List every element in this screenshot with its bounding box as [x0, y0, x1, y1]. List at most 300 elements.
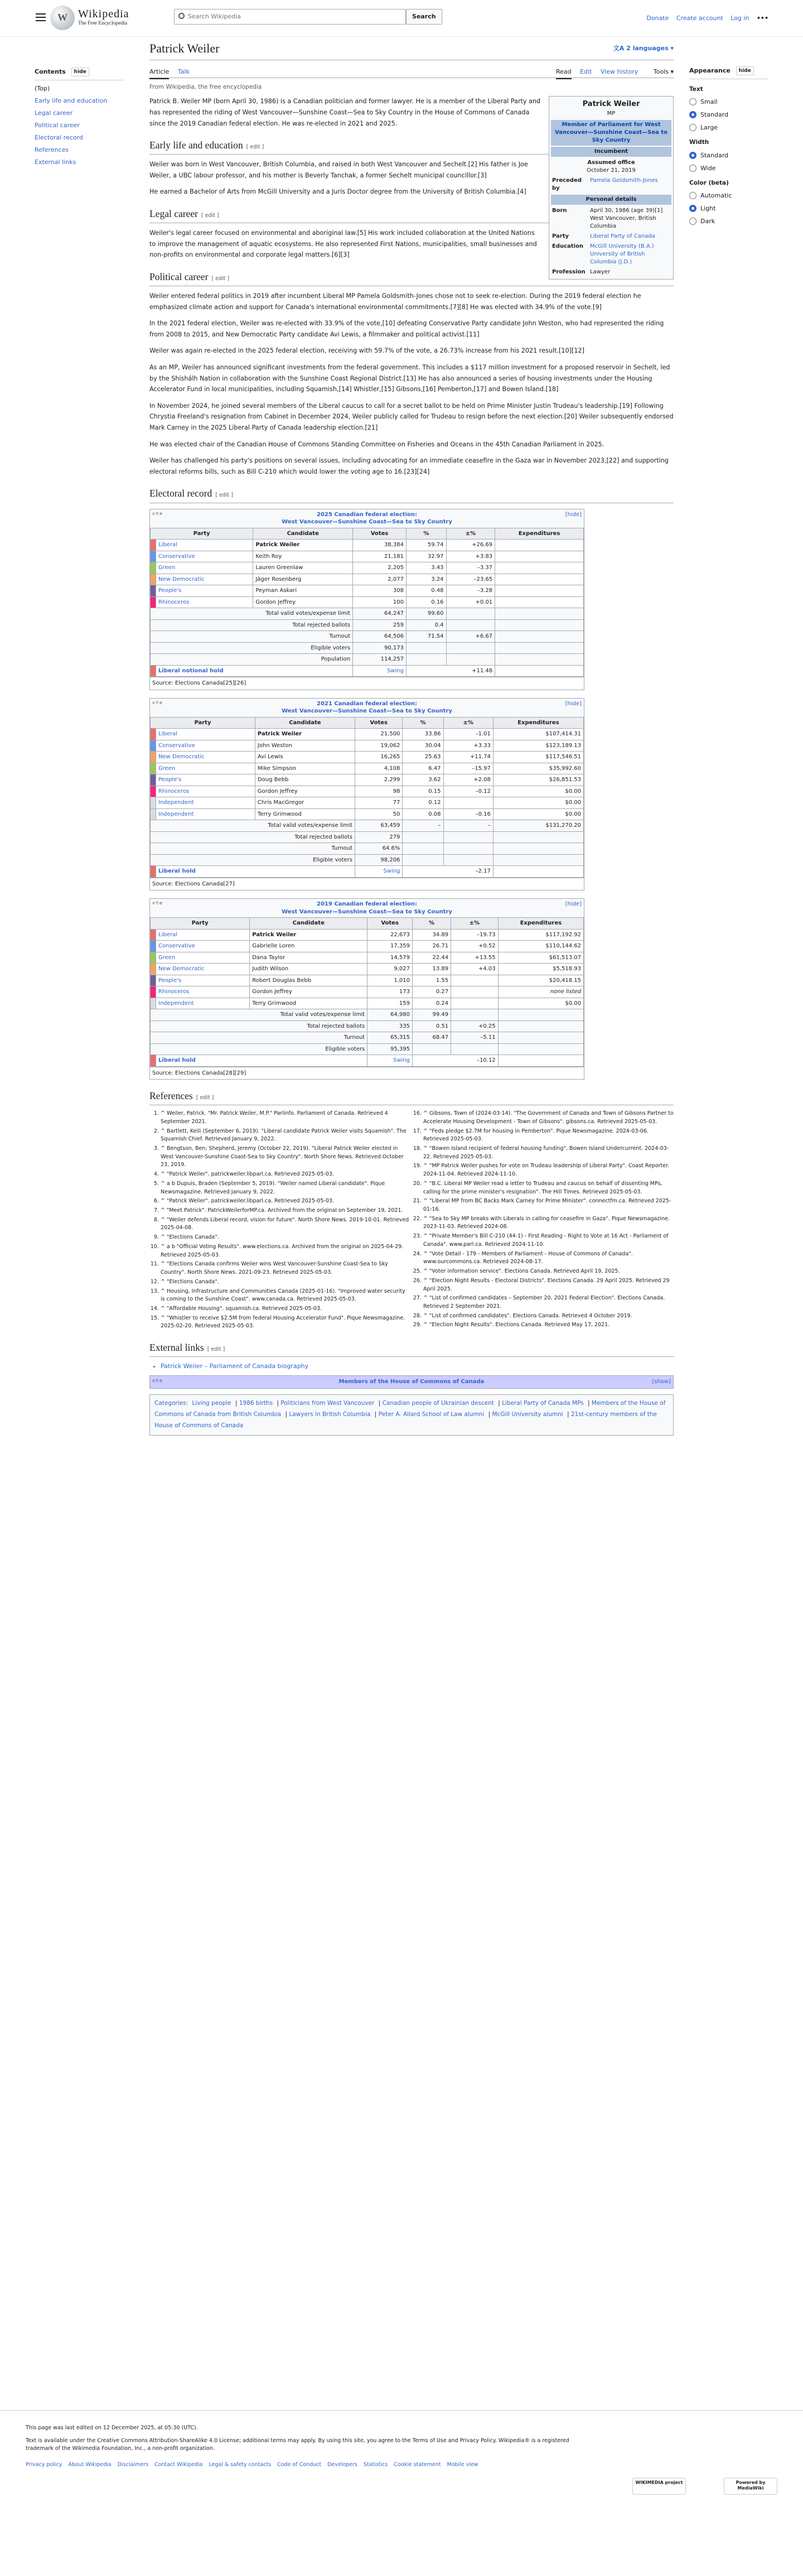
categories-label[interactable]: Categories: [154, 1399, 188, 1407]
party-color-swatch [151, 763, 156, 774]
votes-cell: 1,010 [367, 975, 413, 986]
edit-section-link[interactable]: [ edit ] [211, 275, 230, 282]
paragraph: Weiler was born in West Vancouver, British Columbia, and raised in both West Vancouver and Sechelt.[2] His father is Joe Weiler, a UBC labour professor, and his mother is Beverly Tanchak, a former Sechelt municipal councillor.[3] [149, 161, 528, 179]
radio-standard[interactable]: Standard [689, 151, 768, 160]
totals-value [498, 1009, 583, 1021]
login-link[interactable]: Log in [731, 15, 749, 22]
infobox-born: Born April 30, 1986 (age 39)[1] West Vancouver, British Columbia [552, 207, 663, 229]
toc-item[interactable]: Electoral record [35, 134, 83, 142]
footer-link[interactable]: Legal & safety contacts [209, 2462, 272, 2468]
navbox-show-button[interactable]: [show] [652, 1379, 671, 1385]
category-link[interactable]: McGill University alumni [492, 1410, 563, 1418]
radio-button-icon [689, 192, 696, 199]
totals-value: 64,980 [367, 1009, 413, 1021]
category-link[interactable]: Lawyers in British Columbia [289, 1410, 371, 1418]
section-legal-career: Legal career [ edit ] [149, 206, 674, 223]
party-color-swatch [151, 574, 156, 585]
election-title[interactable]: 2021 Canadian federal election: [317, 700, 417, 707]
candidate-cell[interactable]: Judith Wilson [250, 964, 367, 975]
expenditure-cell: $5,518.93 [498, 964, 583, 975]
top-bar [0, 0, 803, 37]
table-header-row [151, 717, 584, 729]
reference-item: 24. ^ "Vote Detail - 179 - Members of Parliament - House of Commons of Canada". www.ourcommons.ca. Retrieved 2024-08-17. [423, 1250, 674, 1267]
party-cell[interactable]: Conservative [156, 551, 253, 562]
radio-light[interactable]: Light [689, 204, 768, 213]
candidate-cell[interactable]: Dana Taylor [250, 952, 367, 964]
party-cell[interactable]: Green [156, 562, 253, 574]
swing-value: +11.48 [406, 665, 495, 677]
navbox-title[interactable]: Members of the House of Commons of Canada [338, 1379, 485, 1385]
party-color-swatch [151, 797, 156, 809]
totals-value [446, 608, 495, 620]
totals-row [151, 1020, 584, 1032]
totals-value [446, 619, 495, 631]
expenditure-cell [495, 585, 584, 597]
category-link[interactable]: Living people [192, 1399, 231, 1407]
language-button[interactable]: 文A 2 languages ▾ [613, 45, 674, 52]
toc-item[interactable]: Legal career [35, 109, 73, 117]
reference-item: 27. ^ "List of confirmed candidates – September 20, 2021 Federal Election". Elections Canada. Retrieved 2 September 2021. [423, 1294, 674, 1311]
election-source: Source: Elections Canada[28][29] [150, 1067, 584, 1080]
totals-value: 63,459 [355, 820, 403, 832]
candidate-cell[interactable]: John Weston [255, 740, 355, 752]
vte-links[interactable]: v·t·e [152, 700, 162, 705]
category-link[interactable]: 1986 births [239, 1399, 273, 1407]
totals-label: Total rejected ballots [151, 831, 355, 843]
paragraph: In the 2021 federal election, Weiler was re-elected with 33.9% of the vote,[10] defeating Conservative Party candidate John Weston, who had represented the riding from 2008 to 2015, and New Democratic Party candidate Avi Lewis, a filmmaker and political activist.[11] [149, 320, 664, 338]
paragraph: As an MP, Weiler has announced significant investments from the federal government. This includes a $117 million investment for a proposed reservoir in Sechelt, led by the Shíshálh Nation in collaboration with the Sunshine Coast Regional District.[13] He has also announced a series of housing investments under the Housing Accelerator Fund in local municipalities, including Squamish,[14] Whistler,[15] Gibsons,[16] Pemberton,[17] and Bowen Island.[18] [149, 364, 670, 393]
reference-item: 11. ^ "Elections Canada confirms Weiler wins West Vancouver-Sunshine Coast-Sea to Sky Country". North Shore News. 2021-09-23. Retrieved 2025-05-03. [161, 1260, 411, 1277]
reference-item: 26. ^ "Election Night Results - Electoral Districts". Elections Canada. 29 April 2025. Retrieved 29 April 2025. [423, 1277, 674, 1293]
election-box [149, 698, 584, 891]
column-header: Candidate [253, 528, 353, 540]
empty-cell [493, 866, 583, 878]
party-cell[interactable]: Green [156, 952, 250, 964]
search-input[interactable] [174, 9, 406, 25]
table-row [151, 740, 584, 752]
totals-value: 0.4 [406, 619, 446, 631]
section-political-career: Political career [ edit ] [149, 269, 674, 286]
totals-label: Turnout [151, 1032, 367, 1044]
election-box [149, 509, 584, 690]
mediawiki-badge[interactable]: Powered by MediaWiki [724, 2478, 777, 2495]
change-cell: –1.01 [443, 729, 493, 740]
toc-item[interactable]: Political career [35, 122, 80, 129]
empty-cell [495, 665, 584, 677]
reference-item: 8. ^ "Weiler defends Liberal record, vision for future". North Shore News. 2019-10-01. Retrieved 2025-04-08. [161, 1216, 411, 1232]
toc-item[interactable]: External links [35, 158, 76, 166]
reference-item: 6. ^ "Patrick Weiler". patrickweiler.libparl.ca. Retrieved 2025-05-03. [161, 1197, 411, 1206]
totals-value: 99.49 [413, 1009, 451, 1021]
table-row [151, 763, 584, 774]
create-account-link[interactable]: Create account [676, 15, 723, 22]
reference-item: 29. ^ "Election Night Results". Elections Canada. Retrieved May 17, 2021. [423, 1321, 674, 1330]
totals-value: +0.25 [451, 1020, 499, 1032]
party-cell[interactable]: Green [156, 763, 255, 774]
radio-button-icon [689, 152, 696, 159]
edit-section-link[interactable]: [ edit ] [196, 1095, 214, 1101]
section-electoral-record: Electoral record [ edit ] [149, 486, 674, 503]
page-footer [0, 2410, 803, 2491]
infobox-party: Party Liberal Party of Canada [552, 233, 655, 239]
table-row [151, 952, 584, 964]
tab-talk[interactable]: Talk [177, 68, 190, 76]
expenditure-cell [495, 562, 584, 574]
hold-label[interactable]: Liberal hold [156, 866, 355, 878]
totals-row [151, 843, 584, 855]
reference-item: 20. ^ "B.C. Liberal MP Weiler read a letter to Trudeau and caucus on behalf of dissenting MPs, calling for the prime minister's resignation". The Hill Times. Retrieved 2025-05-03. [423, 1180, 674, 1196]
empty-cell [498, 1055, 583, 1067]
election-hide-button[interactable]: [hide] [565, 700, 582, 707]
footer-link[interactable]: Cookie statement [394, 2462, 441, 2468]
expenditure-cell: $35,992.60 [493, 763, 583, 774]
party-color-swatch [151, 665, 156, 677]
party-cell[interactable]: People's [156, 585, 253, 597]
party-cell[interactable]: Independent [156, 797, 255, 809]
footer-link[interactable]: Code of Conduct [277, 2462, 322, 2468]
party-cell[interactable]: People's [156, 975, 250, 986]
election-hide-button[interactable]: [hide] [565, 901, 582, 908]
party-cell[interactable]: Conservative [156, 941, 250, 952]
votes-cell: 2,299 [355, 774, 403, 786]
candidate-cell[interactable]: Patrick Weiler [255, 729, 355, 740]
election-caption [150, 509, 584, 528]
change-cell: +3.33 [443, 740, 493, 752]
infobox-assumed-office: Assumed office October 21, 2019 [587, 159, 636, 174]
wikipedia-logo[interactable] [50, 6, 129, 30]
footer-link[interactable]: Mobile view [447, 2462, 478, 2468]
radio-button-icon [689, 124, 696, 131]
election-caption [150, 699, 584, 717]
table-row [151, 551, 584, 562]
party-cell[interactable]: Liberal [156, 729, 255, 740]
radio-wide[interactable]: Wide [689, 163, 768, 173]
election-title[interactable]: 2019 Canadian federal election: [317, 901, 417, 908]
percent-cell: 32.97 [406, 551, 446, 562]
totals-value [443, 843, 493, 855]
category-link[interactable]: Canadian people of Ukrainian descent [382, 1399, 494, 1407]
reference-item: 17. ^ "Feds pledge $2.7M for housing in Pemberton". Pique Newsmagazine. 2024-03-06. Retrieved 2025-05-03. [423, 1128, 674, 1144]
table-row [151, 786, 584, 797]
candidate-cell[interactable]: Patrick Weiler [253, 540, 353, 551]
last-edited: This page was last edited on 12 December 2025, at 05:30 (UTC). [26, 2425, 198, 2431]
election-hide-button[interactable]: [hide] [565, 511, 582, 518]
edit-section-link[interactable]: [ edit ] [207, 1346, 225, 1353]
expenditure-cell [495, 596, 584, 608]
change-cell: +2.08 [443, 774, 493, 786]
intro-paragraph: Patrick B. Weiler MP (born April 30, 1986) is a Canadian politician and former lawyer. He is a member of the Liberal Party and has represented the riding of West Vancouver—Sunshine Coast—Sea to Sky Country in the House of Commons of Canada since the 2019 Canadian federal election. He was re-elected in 2021 and 2025. [149, 98, 541, 127]
table-row [151, 752, 584, 763]
search-button[interactable]: Search [406, 9, 442, 25]
paragraph: He earned a Bachelor of Arts from McGill University and a Juris Doctor degree from the University of British Columbia.[4] [149, 188, 526, 196]
external-link[interactable]: • Patrick Weiler – Parliament of Canada biography [161, 1361, 674, 1371]
candidate-cell: Terry Grimwood [255, 808, 355, 820]
party-cell[interactable]: Rhinoceros [156, 986, 250, 998]
category-link[interactable]: Liberal Party of Canada MPs [502, 1399, 584, 1407]
candidate-cell[interactable]: Jäger Rosenberg [253, 574, 353, 585]
radio-automatic[interactable]: Automatic [689, 191, 768, 200]
percent-cell: 0.48 [406, 585, 446, 597]
change-cell: –3.28 [446, 585, 495, 597]
percent-cell: 25.63 [403, 752, 443, 763]
totals-row [151, 831, 584, 843]
totals-value: 68.47 [413, 1032, 451, 1044]
election-title[interactable]: 2025 Canadian federal election: [317, 511, 417, 518]
totals-value: 65,315 [367, 1032, 413, 1044]
percent-cell: 0.16 [406, 596, 446, 608]
category-link[interactable]: Members of the House of Commons of Canada from British Columbia [154, 1399, 666, 1418]
party-cell[interactable]: New Democratic [156, 574, 253, 585]
table-header-row [151, 918, 584, 930]
category-link[interactable]: 21st-century members of the House of Commons of Canada [154, 1410, 657, 1429]
party-color-swatch [151, 1055, 156, 1067]
totals-label: Population [151, 654, 353, 666]
party-color-swatch [151, 540, 156, 551]
vte-links[interactable]: v·t·e [152, 511, 162, 516]
percent-cell: 33.86 [403, 729, 443, 740]
percent-cell: 26.71 [413, 941, 451, 952]
edit-section-link[interactable]: [ edit ] [215, 492, 233, 499]
toc-item[interactable]: (Top) [35, 85, 50, 93]
totals-value [406, 642, 446, 654]
reference-item: 19. ^ "MP Patrick Weiler pushes for vote on Trudeau leadership of Liberal Party". Coast Reporter. 2024-11-04. Retrieved 2024-11-10. [423, 1162, 674, 1178]
table-row [151, 729, 584, 740]
column-header: Expenditures [498, 918, 583, 930]
votes-cell: 9,027 [367, 964, 413, 975]
totals-label: Eligible voters [151, 1043, 367, 1055]
table-row [151, 964, 584, 975]
color-label: Color (beta) [689, 179, 729, 186]
change-cell [451, 986, 499, 998]
table-row [151, 808, 584, 820]
column-header: Party [151, 918, 250, 930]
radio-button-icon [689, 98, 696, 105]
categories-box: Categories: Living people | 1986 births | Politicians from West Vancouver | Canadian people of Ukrainian descent | Liberal Party of Canada MPs | Members of the House of Commons of Canada from British Columbia | Lawyers in British Columbia | Peter A. Allard School of Law alumni | McGill University alumni | 21st-century members of the House of Commons of Canada [149, 1394, 674, 1436]
party-cell[interactable]: People's [156, 774, 255, 786]
party-color-swatch [151, 585, 156, 597]
footer-link[interactable]: About Wikipedia [68, 2462, 112, 2468]
footer-link[interactable]: Privacy policy [26, 2462, 62, 2468]
edit-section-link[interactable]: [ edit ] [201, 213, 219, 219]
party-color-swatch [151, 551, 156, 562]
reference-item: 12. ^ "Elections Canada". [161, 1278, 411, 1287]
tab-edit[interactable]: Edit [580, 68, 592, 76]
tab-tools[interactable]: Tools ▾ [653, 68, 674, 76]
totals-value: 90,173 [353, 642, 407, 654]
hold-label[interactable]: Liberal hold [156, 1055, 367, 1067]
percent-cell: 22.44 [413, 952, 451, 964]
swing-value: –2.17 [403, 866, 493, 878]
footer-link[interactable]: Developers [327, 2462, 357, 2468]
party-cell[interactable]: Independent [156, 808, 255, 820]
party-cell[interactable]: Independent [156, 998, 250, 1009]
main-menu-icon[interactable] [35, 11, 47, 23]
totals-value [451, 1009, 499, 1021]
toc-item[interactable]: Early life and education [35, 97, 108, 105]
votes-cell: 21,500 [355, 729, 403, 740]
radio-dark[interactable]: Dark [689, 216, 768, 226]
party-color-swatch [151, 929, 156, 941]
party-color-swatch [151, 941, 156, 952]
radio-button-icon [689, 111, 696, 118]
candidate-cell[interactable]: Mike Simpson [255, 763, 355, 774]
reference-item: 4. ^ "Patrick Weiler". patrickweiler.libparl.ca. Retrieved 2025-05-03. [161, 1171, 411, 1179]
totals-value [443, 854, 493, 866]
election-table [150, 717, 584, 878]
infobox-postnominal: MP [607, 110, 616, 117]
table-row [151, 574, 584, 585]
change-cell: +4.03 [451, 964, 499, 975]
section-external-links: External links [ edit ] [149, 1340, 674, 1357]
expenditure-cell: $0.00 [493, 786, 583, 797]
reference-item: 28. ^ "List of confirmed candidates". Elections Canada. Retrieved 4 October 2019. [423, 1312, 674, 1321]
totals-row [151, 631, 584, 643]
candidate-cell: Chris MacGregor [255, 797, 355, 809]
radio-large[interactable]: Large [689, 123, 768, 132]
table-row [151, 540, 584, 551]
candidate-cell[interactable]: Robert Douglas Bebb [250, 975, 367, 986]
party-color-swatch [151, 986, 156, 998]
tab-read[interactable]: Read [556, 68, 572, 79]
reference-item: 7. ^ "Meet Patrick". PatrickWeilerforMP.ca. Archived from the original on September 19, 2021. [161, 1207, 411, 1215]
more-options-icon[interactable]: ••• [756, 15, 768, 22]
tab-article[interactable]: Article [149, 68, 169, 79]
party-cell[interactable]: New Democratic [156, 752, 255, 763]
party-cell[interactable]: Rhinoceros [156, 596, 253, 608]
candidate-cell[interactable]: Doug Bebb [255, 774, 355, 786]
expenditure-cell: $123,189.13 [493, 740, 583, 752]
swing-label[interactable]: Swing [355, 866, 403, 878]
section-references: References [ edit ] [149, 1089, 674, 1105]
column-header: Votes [355, 717, 403, 729]
totals-value: 64.6% [355, 843, 403, 855]
totals-value [495, 631, 584, 643]
totals-value [495, 642, 584, 654]
totals-row [151, 619, 584, 631]
votes-cell: 159 [367, 998, 413, 1009]
search-placeholder: Search Wikipedia [188, 13, 241, 21]
percent-cell: 0.15 [403, 786, 443, 797]
page-title: Patrick Weiler [149, 39, 674, 60]
party-cell[interactable]: Liberal [156, 929, 250, 941]
party-color-swatch [151, 808, 156, 820]
totals-value: –5.11 [451, 1032, 499, 1044]
votes-cell: 50 [355, 808, 403, 820]
change-cell: –23.65 [446, 574, 495, 585]
votes-cell: 17,359 [367, 941, 413, 952]
table-row [151, 797, 584, 809]
category-link[interactable]: Politicians from West Vancouver [280, 1399, 375, 1407]
candidate-cell[interactable]: Gabrielle Loren [250, 941, 367, 952]
toc-hide-button[interactable]: hide [71, 68, 89, 76]
footer-link[interactable]: Contact Wikipedia [154, 2462, 203, 2468]
totals-value [413, 1043, 451, 1055]
appearance-hide-button[interactable]: hide [736, 66, 754, 75]
reference-item: 18. ^ "Bowen Island recipient of federal housing funding". Bowen Island Undercurrent. 2024-03-22. Retrieved 2025-05-03. [423, 1145, 674, 1161]
reference-item: 9. ^ "Elections Canada". [161, 1234, 411, 1242]
percent-cell: 3.24 [406, 574, 446, 585]
category-link[interactable]: Peter A. Allard School of Law alumni [378, 1410, 485, 1418]
party-cell[interactable]: New Democratic [156, 964, 250, 975]
donate-link[interactable]: Donate [646, 15, 669, 22]
party-cell[interactable]: Liberal [156, 540, 253, 551]
votes-cell: 14,579 [367, 952, 413, 964]
wikimedia-badge[interactable]: WIKIMEDIA project [632, 2478, 686, 2495]
change-cell: +3.83 [446, 551, 495, 562]
paragraph: Weiler entered federal politics in 2019 after incumbent Liberal MP Pamela Goldsmith-Jones chose not to seek re-election. During the 2019 federal election he emphasized climate action and support for Canada's international environmental commitments.[7][8] He was elected with 34.9% of the vote.[9] [149, 292, 641, 311]
election-caption [150, 899, 584, 917]
totals-value: 99.60 [406, 608, 446, 620]
table-row [151, 986, 584, 998]
edit-section-link[interactable]: [ edit ] [246, 144, 264, 151]
footer-link[interactable]: Disclaimers [117, 2462, 149, 2468]
hold-label[interactable]: Liberal notional hold [156, 665, 353, 677]
totals-value [493, 854, 583, 866]
radio-small[interactable]: Small [689, 97, 768, 107]
candidate-cell[interactable]: Avi Lewis [255, 752, 355, 763]
expenditure-cell [495, 551, 584, 562]
candidate-cell[interactable]: Patrick Weiler [250, 929, 367, 941]
election-riding[interactable]: West Vancouver—Sunshine Coast—Sea to Sky Country [282, 519, 452, 526]
column-header: Votes [353, 528, 407, 540]
paragraph: He was elected chair of the Canadian House of Commons Standing Committee on Fisheries and Oceans in the 45th Canadian Parliament in 2025. [149, 440, 604, 448]
infobox [549, 96, 674, 279]
election-riding[interactable]: West Vancouver—Sunshine Coast—Sea to Sky Country [282, 708, 452, 715]
totals-value [498, 1043, 583, 1055]
totals-value [493, 843, 583, 855]
change-cell [443, 797, 493, 809]
totals-label: Turnout [151, 631, 353, 643]
party-cell[interactable]: Rhinoceros [156, 786, 255, 797]
change-cell [451, 998, 499, 1009]
totals-label: Total rejected ballots [151, 619, 353, 631]
totals-row [151, 608, 584, 620]
radio-standard[interactable]: Standard [689, 110, 768, 119]
column-header: % [413, 918, 451, 930]
candidate-cell[interactable]: Lauren Greenlaw [253, 562, 353, 574]
toc-item[interactable]: References [35, 146, 69, 154]
expenditure-cell [495, 574, 584, 585]
column-header: Candidate [255, 717, 355, 729]
footer-link[interactable]: Statistics [363, 2462, 388, 2468]
party-color-swatch [151, 740, 156, 752]
infobox-office[interactable]: Member of Parliament for West Vancouver—Sunshine Coast—Sea to Sky Country [551, 120, 671, 146]
party-color-swatch [151, 562, 156, 574]
candidate-cell[interactable]: Keith Roy [253, 551, 353, 562]
election-riding[interactable]: West Vancouver—Sunshine Coast—Sea to Sky Country [282, 908, 452, 915]
vte-links[interactable]: v·t·e [152, 901, 162, 906]
reference-item: 15. ^ "Whistler to receive $2.5M from federal Housing Accelerator Fund". Pique Newsmagazine. 2025-02-20. Retrieved 2025-05-03. [161, 1315, 411, 1331]
infobox-education: Education McGill University (B.A.) University of British Columbia (J.D.) [552, 243, 654, 265]
candidate-cell[interactable]: Peyman Askari [253, 585, 353, 597]
party-cell[interactable]: Conservative [156, 740, 255, 752]
party-color-swatch [151, 786, 156, 797]
totals-value: 279 [355, 831, 403, 843]
article-main [149, 39, 674, 1441]
totals-value [498, 1020, 583, 1032]
totals-value [495, 654, 584, 666]
hold-row [151, 665, 584, 677]
navbox-vte[interactable]: v·t·e [152, 1378, 162, 1384]
swing-label[interactable]: Swing [353, 665, 407, 677]
totals-value: – [443, 820, 493, 832]
reference-item: 2. ^ Bartlett, Keili (September 6, 2019). "Liberal candidate Patrick Weiler visits Squamish". The Squamish Chief. Retrieved January 9, 2022. [161, 1128, 411, 1144]
tab-view-history[interactable]: View history [600, 68, 638, 76]
change-cell: –19.73 [451, 929, 499, 941]
votes-cell: 21,181 [353, 551, 407, 562]
column-header: ±% [446, 528, 495, 540]
swing-label[interactable]: Swing [367, 1055, 413, 1067]
